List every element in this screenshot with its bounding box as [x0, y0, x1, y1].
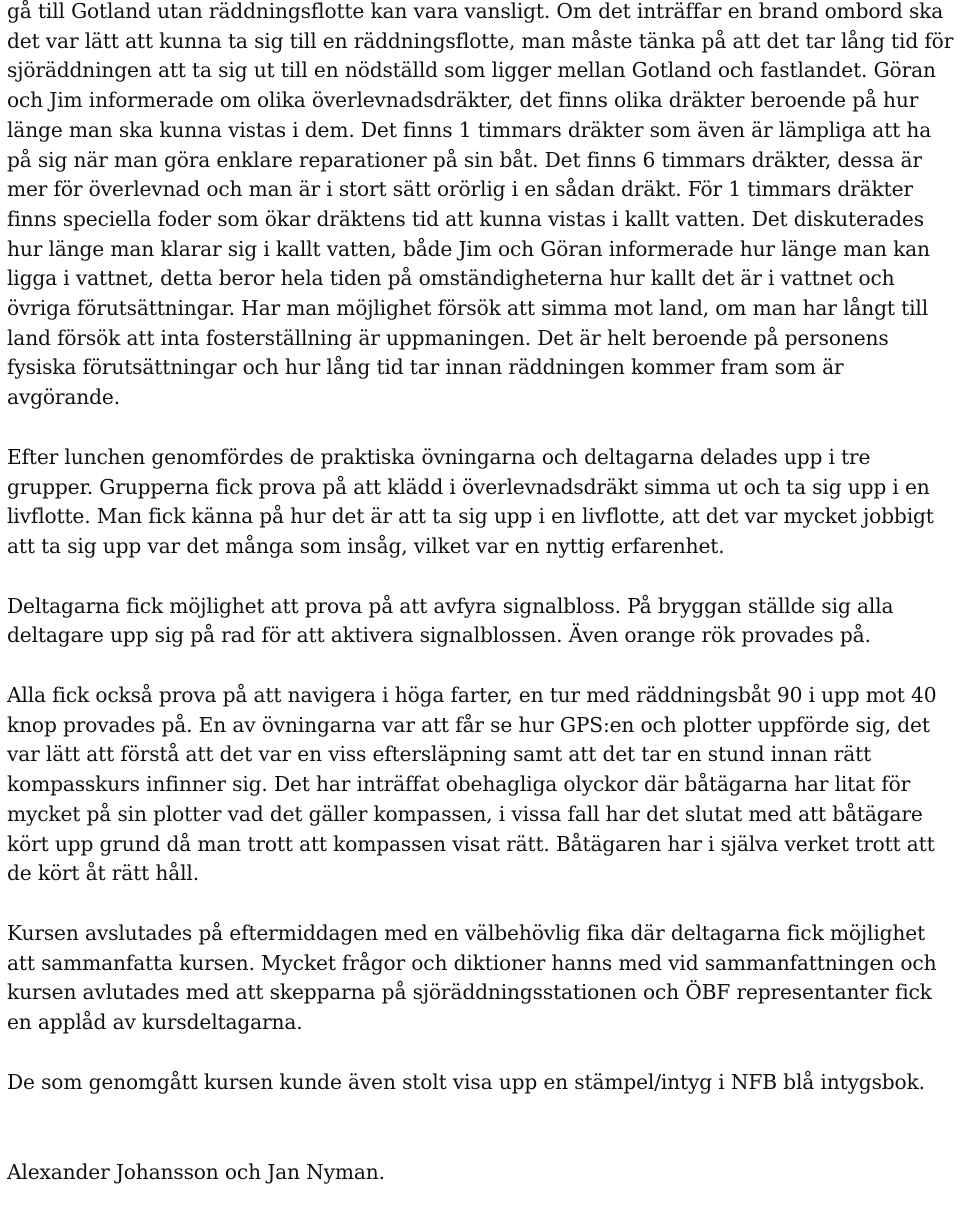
paragraph-certificate: De som genomgått kursen kunde även stolt visa upp en stämpel/intyg i NFB blå intygsbok. — [7, 1069, 925, 1094]
paragraph-gap — [7, 1098, 956, 1158]
signature: Alexander Johansson och Jan Nyman. — [7, 1159, 385, 1184]
paragraph-signal-flares: Deltagarna fick möjlighet att prova på att avfyra signalbloss. På bryggan ställde sig alla deltagare upp sig på rad för att aktivera signalblossen. Även orange rök provades på. — [7, 593, 894, 648]
paragraph-gap — [7, 651, 956, 681]
paragraph-gap — [7, 413, 956, 443]
paragraph-gap — [7, 889, 956, 919]
paragraph-course-conclusion: Kursen avslutades på eftermiddagen med en välbehövlig fika där deltagarna fick möjlighet att sammanfatta kursen. Mycket frågor och diktioner hanns med vid sammanfattningen och kursen avlutades med att skepparna på sjöräddningsstationen och ÖBF representanter fick en applåd av kursdeltagarna. — [7, 920, 937, 1035]
paragraph-gap — [7, 1038, 956, 1068]
paragraph-survival-suits: gå till Gotland utan räddningsflotte kan vara vansligt. Om det inträffar en brand ombord ska det var lätt att kunna ta sig till en räddningsflotte, man måste tänka på att det tar lång tid för sjöräddningen att ta sig ut till en nödställd som ligger mellan Gotland och fastlandet. Göran och Jim informerade om olika överlevnadsdräkter, det finns olika dräkter beroende på hur länge man ska kunna vistas i dem. Det finns 1 timmars dräkter som även är lämpliga att ha på sig när man göra enklare reparationer på sin båt. Det finns 6 timmars dräkter, dessa är mer för överlevnad och man är i stort sätt orörlig i en sådan dräkt. För 1 timmars dräkter finns speciella foder som ökar dräktens tid att kunna vistas i kallt vatten. Det diskuterades hur länge man klarar sig i kallt vatten, både Jim och Göran informerade hur länge man kan ligga i vattnet, detta beror hela tiden på omständigheterna hur kallt det är i vattnet och övriga förutsättningar. Har man möjlighet försök att simma mot land, om man har långt till land försök att inta fosterställning är uppmaningen. Det är helt beroende på personens fysiska förutsättningar och hur lång tid tar innan räddningen kommer fram som är avgörande. — [7, 0, 954, 410]
paragraph-gap — [7, 562, 956, 592]
paragraph-navigation: Alla fick också prova på att navigera i höga farter, en tur med räddningsbåt 90 i upp mot 40 knop provades på. En av övningarna var att får se hur GPS:en och plotter uppförde sig, det var lätt att förstå att det var en viss eftersläpning samt att det tar en stund innan rätt kompasskurs infinner sig. Det har inträffat obehagliga olyckor där båtägarna har litat för mycket på sin plotter vad det gäller kompassen, i vissa fall har det slutat med att båtägare kört upp grund då man trott att kompassen visat rätt. Båtägaren har i själva verket trott att de kört åt rätt håll. — [7, 683, 937, 886]
paragraph-practical-exercises: Efter lunchen genomfördes de praktiska övningarna och deltagarna delades upp i tre grupper. Grupperna fick prova på att klädd i överlevnadsdräkt simma ut och ta sig upp i en livflotte. Man fick känna på hur det är att ta sig upp i en livflotte, att det var mycket jobbigt att ta sig upp var det många som insåg, vilket var en nyttig erfarenhet. — [7, 444, 934, 558]
